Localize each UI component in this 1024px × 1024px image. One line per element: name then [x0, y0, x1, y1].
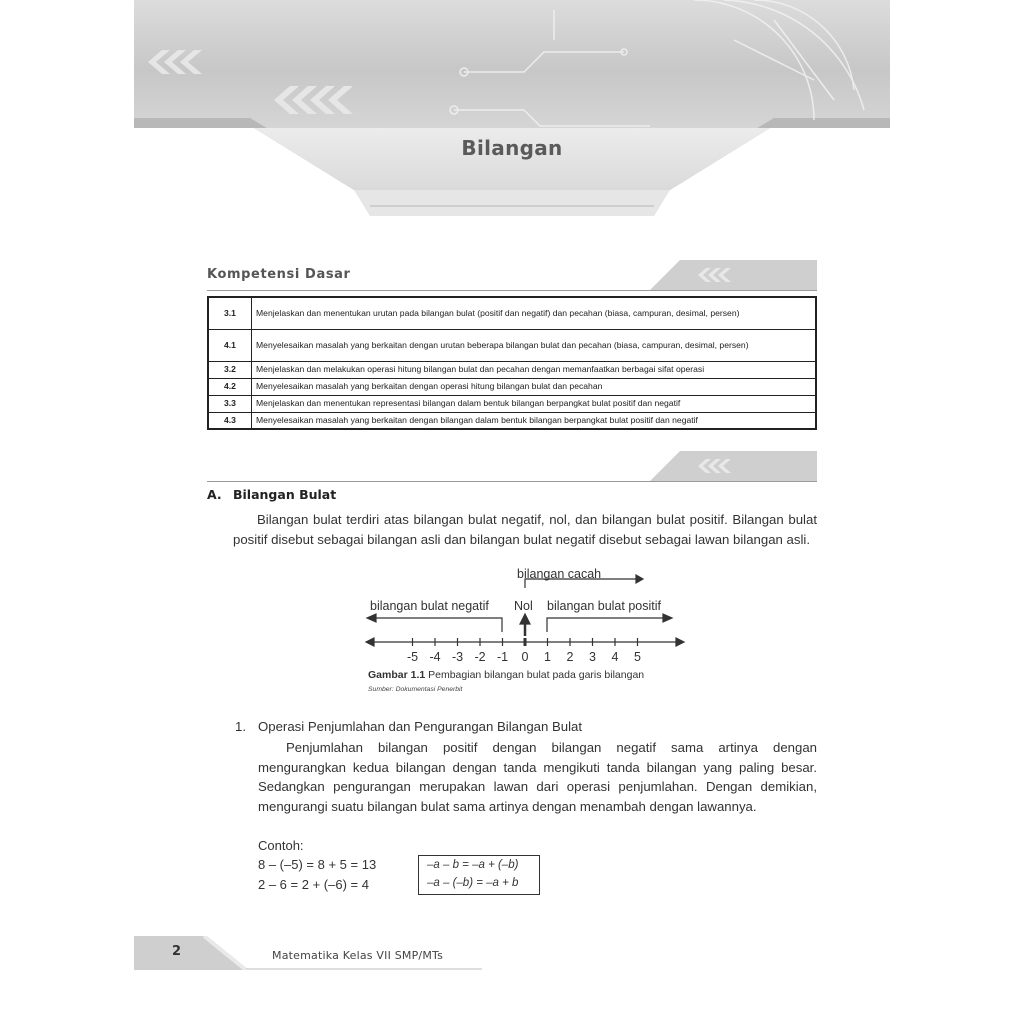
- figure-label: Gambar 1.1: [368, 669, 426, 681]
- tick-label: 3: [589, 650, 596, 664]
- subsection-number: 1.: [235, 719, 246, 734]
- banner-graphic: [134, 0, 890, 218]
- negatif-arrowhead: [367, 614, 376, 622]
- tick-label: -5: [406, 650, 419, 664]
- chapter-title: Bilangan: [461, 136, 563, 160]
- rule-line: –a – (–b) = –a + b: [427, 877, 519, 889]
- section-number: A.: [207, 487, 222, 502]
- example-line: 8 – (–5) = 8 + 5 = 13: [258, 857, 377, 872]
- subsection-heading: [235, 719, 582, 734]
- right-arrowhead: [676, 638, 684, 646]
- kompetensi-heading: Kompetensi Dasar: [207, 267, 351, 282]
- table-row: [208, 329, 816, 361]
- label-bilangan-cacah: bilangan cacah: [517, 567, 602, 581]
- kd-code: 3.2: [208, 361, 252, 378]
- label-bilangan-negatif: bilangan bulat negatif: [370, 599, 489, 613]
- table-row: [208, 361, 816, 378]
- table-row: [208, 412, 816, 429]
- section-title: Bilangan Bulat: [233, 487, 337, 502]
- kd-text: Menjelaskan dan melakukan operasi hitung bilangan bulat dan pecahan dengan memanfaatkan berbagai sifat operasi: [252, 361, 817, 378]
- kd-code: 3.1: [208, 297, 252, 329]
- label-nol: Nol: [514, 599, 533, 613]
- positif-bracket: [547, 618, 663, 632]
- section-decoration: [650, 451, 817, 481]
- subsection-paragraph: [258, 738, 817, 816]
- tick-label: 5: [634, 650, 641, 664]
- cacah-arrowhead: [636, 575, 643, 583]
- section-paragraph: [233, 510, 817, 549]
- example-line: 2 – 6 = 2 + (–6) = 4: [258, 877, 369, 892]
- nol-arrowhead: [520, 614, 530, 624]
- page-number: 2: [172, 944, 182, 959]
- kd-code: 4.2: [208, 378, 252, 395]
- number-line-figure: [360, 562, 690, 666]
- left-arrowhead: [366, 638, 374, 646]
- label-bilangan-positif: bilangan bulat positif: [547, 599, 661, 613]
- figure-caption: [368, 669, 644, 681]
- paragraph-text: Penjumlahan bilangan positif dengan bilangan negatif sama artinya dengan mengurangkan kedua bilangan dengan tanda mengikuti tanda bilangan yang paling besar. Sedangkan pengurangan merupakan lawan dari operasi penjumlahan. Dengan demikian, mengurangi suatu bilangan bulat sama artinya dengan menambah dengan lawannya.: [258, 740, 817, 814]
- section-rule: [207, 481, 817, 482]
- table-row: [208, 378, 816, 395]
- tick-label: -4: [429, 650, 441, 664]
- figure-caption-text: Pembagian bilangan bulat pada garis bilangan: [428, 669, 645, 681]
- example-label: Contoh:: [258, 838, 304, 853]
- figure-source: Sumber: Dokumentasi Penerbit: [368, 686, 463, 693]
- negatif-bracket: [376, 618, 502, 632]
- kd-text: Menjelaskan dan menentukan urutan pada bilangan bulat (positif dan negatif) dan pecahan (biasa, campuran, desimal, persen): [252, 297, 817, 329]
- heading-rule: [207, 290, 817, 291]
- kd-text: Menyelesaikan masalah yang berkaitan dengan operasi hitung bilangan bulat dan pecahan: [252, 378, 817, 395]
- tick-label: -2: [474, 650, 486, 664]
- kd-text: Menjelaskan dan menentukan representasi bilangan dalam bentuk bilangan berpangkat bulat positif dan negatif: [252, 395, 817, 412]
- subsection-title: Operasi Penjumlahan dan Pengurangan Bilangan Bulat: [258, 719, 583, 734]
- rule-line: –a – b = –a + (–b): [427, 859, 519, 871]
- tick-label: 4: [611, 650, 619, 664]
- tick-label: -1: [496, 650, 509, 664]
- kd-code: 4.3: [208, 412, 252, 429]
- kd-text: Menyelesaikan masalah yang berkaitan dengan bilangan dalam bentuk bilangan berpangkat bulat positif dan negatif: [252, 412, 817, 429]
- kd-code: 3.3: [208, 395, 252, 412]
- rule-box: [418, 855, 540, 895]
- kd-code: 4.1: [208, 329, 252, 361]
- table-row: [208, 395, 816, 412]
- kompetensi-table: [207, 296, 817, 430]
- section-heading: [207, 487, 336, 502]
- kd-text: Menyelesaikan masalah yang berkaitan dengan urutan beberapa bilangan bulat dan pecahan (biasa, campuran, desimal, persen): [252, 329, 817, 361]
- paragraph-text: Bilangan bulat terdiri atas bilangan bulat negatif, nol, dan bilangan bulat positif. Bilangan bulat positif disebut sebagai bilangan asli dan bilangan bulat negatif disebut sebagai lawan bilangan asli.: [233, 512, 817, 547]
- tick-label: 1: [544, 650, 551, 664]
- tick-label: -3: [451, 650, 464, 664]
- book-title: Matematika Kelas VII SMP/MTs: [272, 949, 444, 962]
- heading-decoration: [650, 260, 817, 290]
- positif-arrowhead: [663, 614, 672, 622]
- chapter-banner: [134, 0, 890, 218]
- tick-label: 2: [566, 650, 574, 664]
- table-row: [208, 297, 816, 329]
- tick-label: 0: [521, 650, 529, 664]
